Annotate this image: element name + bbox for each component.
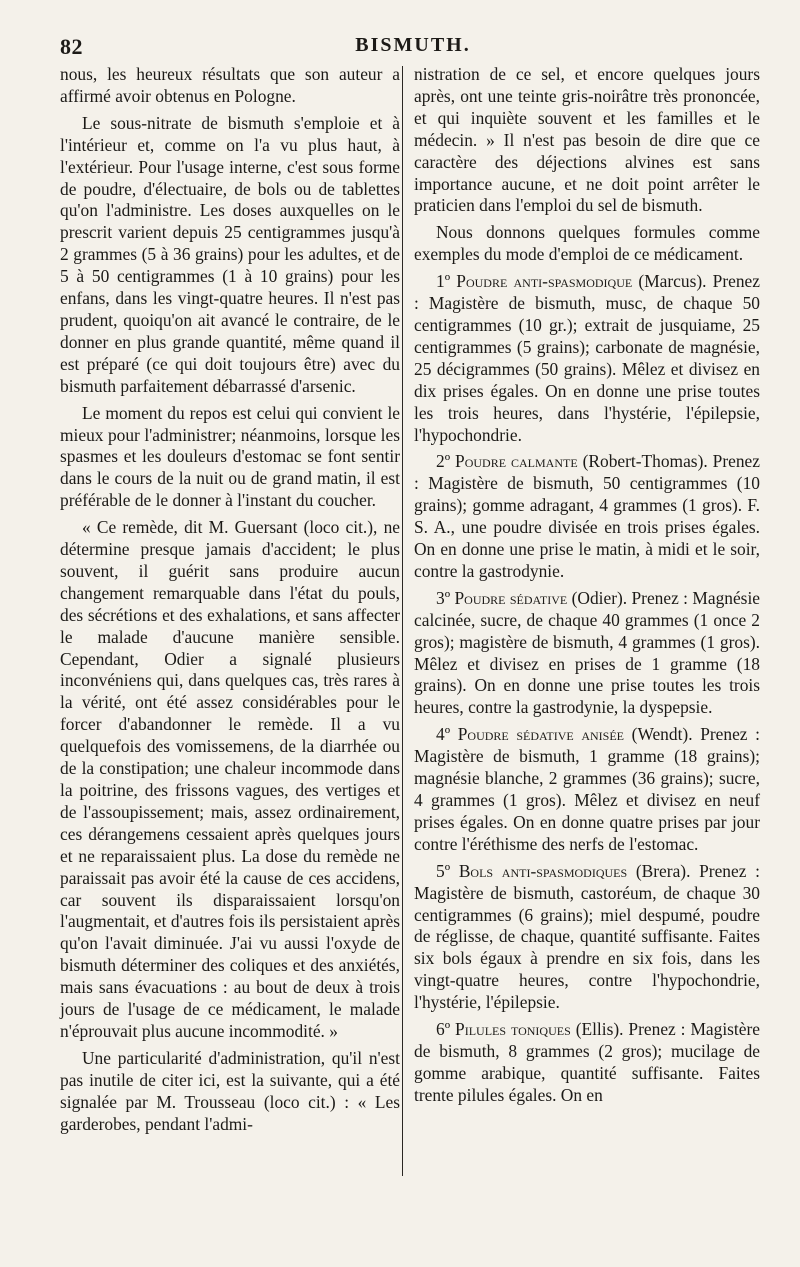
recipe-5 xyxy=(414,861,760,1014)
paragraph: Le moment du repos est celui qui convient le mieux pour l'administrer; néanmoins, lorsque les spasmes et les douleurs d'estomac se font sentir dans le cours de la nuit ou de grand matin, il est préférable de le donner à l'instant du coucher. xyxy=(60,402,400,511)
recipe-4 xyxy=(414,724,760,855)
recipe-title: Bols anti-spasmodiques xyxy=(458,860,628,881)
recipe-text: (Brera). Prenez : Magistère de bismuth, castoréum, de chaque 30 centigrammes (6 grains); miel despumé, poudre de réglisse, de chaque, quantité suffisante. Faites six bols égaux à prendre en six fois, dans les vingt-quatre heures, contre l'hypochondrie, l'hystérie, l'épilepsie. xyxy=(414,860,760,1013)
paragraph: Le sous-nitrate de bismuth s'emploie et à l'intérieur et, comme on l'a vu plus haut, à l'extérieur. Pour l'usage interne, c'est sous forme de poudre, d'électuaire, de bols ou de tablettes qu'on l'administre. Les doses auxquelles on le prescrit varient depuis 25 centigrammes jusqu'à 2 grammes (5 à 36 grains) pour les adultes, et de 5 à 50 centigrammes (1 à 10 grains) pour les enfans, dans les vingt-quatre heures. Il n'est pas prudent, quoiqu'on ait avancé le contraire, de le donner en plus grande quantité, même quand il est préparé (ce qui doit toujours être) avec du bismuth parfaitement débarrassé d'arsenic. xyxy=(60,112,400,396)
recipe-number: 6º xyxy=(436,1019,451,1040)
recipe-text: (Ellis). Prenez : Magistère de bismuth, 8 grammes (2 gros); mucilage de gomme arabique, quantité suffisante. Faites trente pilules égales. On en xyxy=(414,1019,760,1105)
right-column xyxy=(414,64,760,1112)
paragraph: Nous donnons quelques formules comme exemples du mode d'emploi de ce médicament. xyxy=(414,222,760,265)
recipe-title: Poudre anti-spasmodique xyxy=(456,271,633,292)
recipe-6 xyxy=(414,1019,760,1107)
recipe-3 xyxy=(414,588,760,719)
recipe-number: 5º xyxy=(436,860,451,881)
recipe-1 xyxy=(414,271,760,446)
column-divider xyxy=(402,66,403,1176)
paragraph: nistration de ce sel, et encore quelques jours après, ont une teinte gris-noirâtre très prononcée, et qui inquiète souvent et les familles et le médecin. » Il n'est pas besoin de dire que ce caractère des déjections alvines est sans importance aucune, et ne doit point arrêter le praticien dans l'emploi du sel de bismuth. xyxy=(414,64,760,216)
recipe-text: (Wendt). Prenez : Magistère de bismuth, 1 gramme (18 grains); magnésie blanche, 2 grammes (36 grains); sucre, 4 grammes (1 gros). Mêlez et divisez en neuf prises égales. On en donne quatre prises par jour contre l'éréthisme des nerfs de l'estomac. xyxy=(414,724,760,854)
page-header xyxy=(60,34,766,62)
paragraph: nous, les heureux résultats que son auteur a affirmé avoir obtenus en Pologne. xyxy=(60,64,400,106)
recipe-text: (Odier). Prenez : Magnésie calcinée, sucre, de chaque 40 grammes (1 once 2 gros); magistère de bismuth, 4 grammes (1 gros). Mêlez et divisez en prises de 1 gramme (18 grains). On en donne une prise toutes les trois heures, contre la gastrodynie, la dyspepsie. xyxy=(414,587,761,718)
recipe-number: 1º xyxy=(436,271,451,292)
recipe-text: (Marcus). Prenez : Magistère de bismuth, musc, de chaque 50 centigrammes (10 gr.); extrait de jusquiame, 25 centigrammes (5 grains); carbonate de magnésie, 25 décigrammes (50 grains). Mêlez et divisez en dix prises égales. On en donne une prise toutes les trois heures, dans l'hystérie, l'épilepsie, l'hypochondrie. xyxy=(414,271,760,445)
recipe-title: Pilules toniques xyxy=(455,1019,571,1040)
recipe-number: 4º xyxy=(436,724,451,745)
paragraph: « Ce remède, dit M. Guersant (loco cit.), ne détermine presque jamais d'accident; le plus souvent, il guérit sans produire aucun changement remarquable dans l'état du pouls, des sécrétions et des exhalations, et sans affecter le malade d'aucune manière sensible. Cependant, Odier a signalé plusieurs inconvéniens qui, dans quelques cas, très rares à la vérité, ont été assez considérables pour le forcer d'abandonner le remède. Il a vu quelquefois des vomissemens, de la diarrhée ou de la constipation; une chaleur incommode dans la poitrine, des frissons vagues, des vertiges et de l'assoupissement; mais, assez ordinairement, ces dérangemens cessaient après quelques jours et ne reparaissaient plus. La dose du remède ne paraissait pas avoir été la cause de ces accidens, car souvent ils disparaissaient lorsqu'on l'augmentait, et d'autres fois ils persistaient après qu'on l'avait diminuée. J'ai vu aussi l'oxyde de bismuth déterminer des coliques et des anxiétés, mais sans évacuations : au bout de deux à trois jours de l'usage de ce médicament, le malade n'éprouvait plus aucune incommodité. » xyxy=(60,517,400,1041)
recipe-2 xyxy=(414,451,760,582)
recipe-number: 2º xyxy=(436,451,451,472)
paragraph: Une particularité d'administration, qu'il n'est pas inutile de citer ici, est la suivante, qui a été signalée par M. Trousseau (loco cit.) : « Les garderobes, pendant l'admi- xyxy=(60,1047,400,1134)
running-title: BISMUTH. xyxy=(355,34,471,56)
recipe-number: 3º xyxy=(436,587,451,608)
page-number: 82 xyxy=(60,34,83,59)
left-column xyxy=(60,64,400,1141)
recipe-title: Poudre calmante xyxy=(455,451,578,472)
recipe-title: Poudre sédative xyxy=(454,587,568,608)
recipe-text: (Robert-Thomas). Prenez : Magistère de bismuth, 50 centigrammes (10 grains); gomme adragant, 4 grammes (1 gros). F. S. A., une poudre divisée en trois prises égales. On en donne une prise le matin, à midi et le soir, contre la gastrodynie. xyxy=(414,451,760,581)
recipe-title: Poudre sédative anisée xyxy=(457,724,625,745)
